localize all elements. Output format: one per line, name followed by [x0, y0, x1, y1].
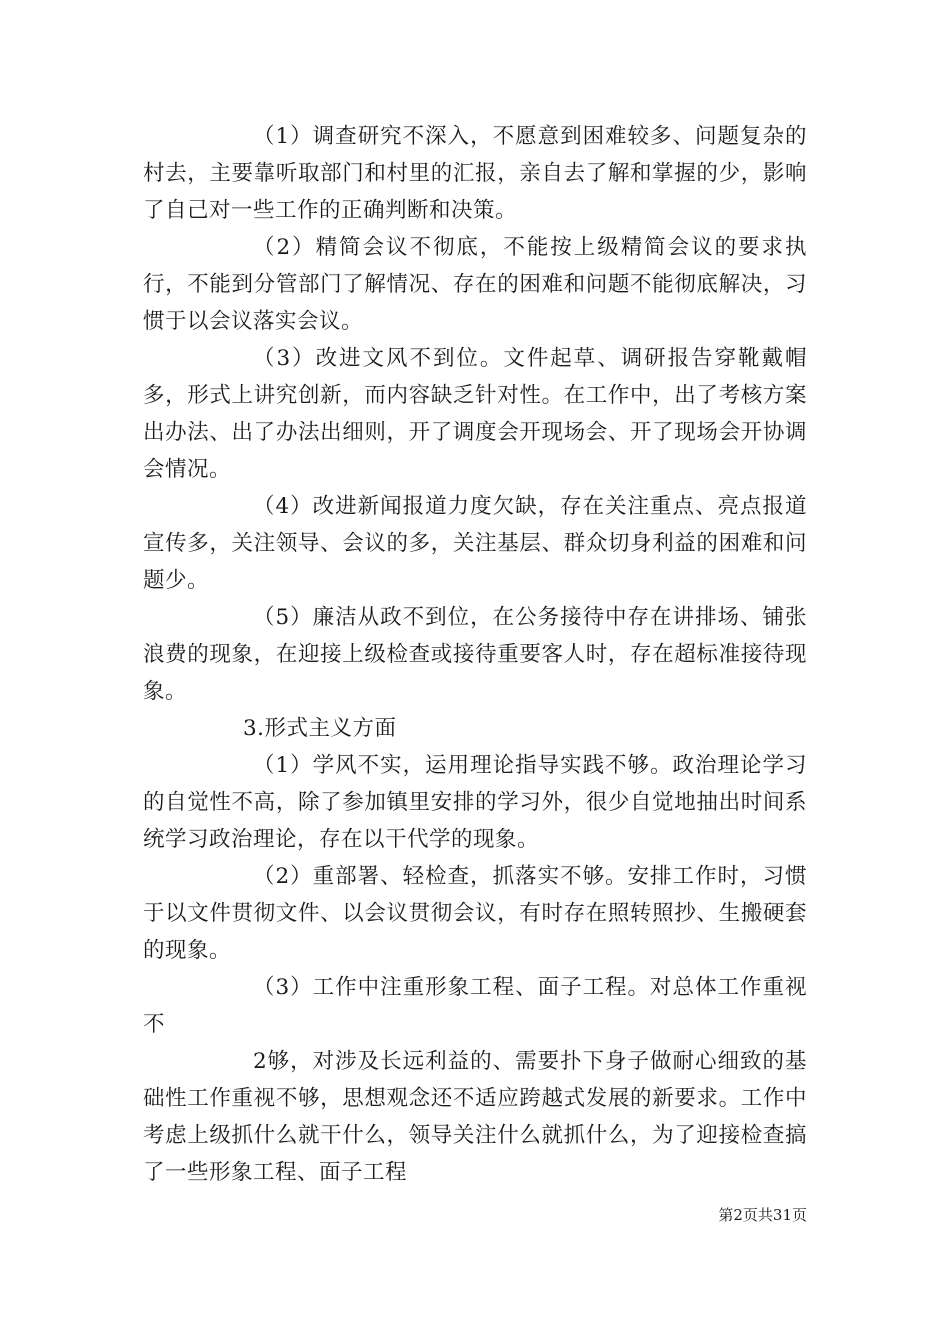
paragraph-text: （3）改进文风不到位。文件起草、调研报告穿靴戴帽多，形式上讲究创新，而内容缺乏针对性。在工作中，出了考核方案出办法、出了办法出细则，开了调度会开现场会、开了现场会开协调会情况。 [143, 346, 807, 482]
paragraph-text: 2够，对涉及长远利益的、需要扑下身子做耐心细致的基础性工作重视不够，思想观念还不适应跨越式发展的新要求。工作中考虑上级抓什么就干什么，领导关注什么就抓什么，为了迎接检查搞了一些形象工程、面子工程 [143, 1049, 807, 1185]
paragraph-text: （3）工作中注重形象工程、面子工程。对总体工作重视不 [143, 975, 807, 1037]
paragraph-2 [143, 229, 807, 340]
paragraph-text: （1）调查研究不深入，不愿意到困难较多、问题复杂的村去，主要靠听取部门和村里的汇报，亲自去了解和掌握的少，影响了自己对一些工作的正确判断和决策。 [143, 124, 807, 223]
paragraph-text: （2）重部署、轻检查，抓落实不够。安排工作时，习惯于以文件贯彻文件、以会议贯彻会议，有时存在照转照抄、生搬硬套的现象。 [143, 864, 807, 963]
paragraph-3 [143, 340, 807, 488]
page-number: 第2页共31页 [718, 1206, 807, 1224]
paragraph-1 [143, 118, 807, 229]
section-paragraph-3 [143, 969, 807, 1043]
section-paragraph-1 [143, 747, 807, 858]
section-heading [143, 710, 807, 747]
paragraph-5 [143, 599, 807, 710]
section-paragraph-4 [143, 1043, 807, 1191]
paragraph-text: （5）廉洁从政不到位，在公务接待中存在讲排场、铺张浪费的现象，在迎接上级检查或接待重要客人时，存在超标准接待现象。 [143, 605, 807, 704]
section-paragraph-2 [143, 858, 807, 969]
paragraph-4 [143, 488, 807, 599]
paragraph-text: （1）学风不实，运用理论指导实践不够。政治理论学习的自觉性不高，除了参加镇里安排的学习外，很少自觉地抽出时间系统学习政治理论，存在以干代学的现象。 [143, 753, 807, 852]
paragraph-text: （4）改进新闻报道力度欠缺，存在关注重点、亮点报道宣传多，关注领导、会议的多，关注基层、群众切身利益的困难和问题少。 [143, 494, 807, 593]
paragraph-text: （2）精简会议不彻底，不能按上级精简会议的要求执行，不能到分管部门了解情况、存在的困难和问题不能彻底解决，习惯于以会议落实会议。 [143, 235, 807, 334]
section-heading-text: 3.形式主义方面 [243, 716, 397, 741]
